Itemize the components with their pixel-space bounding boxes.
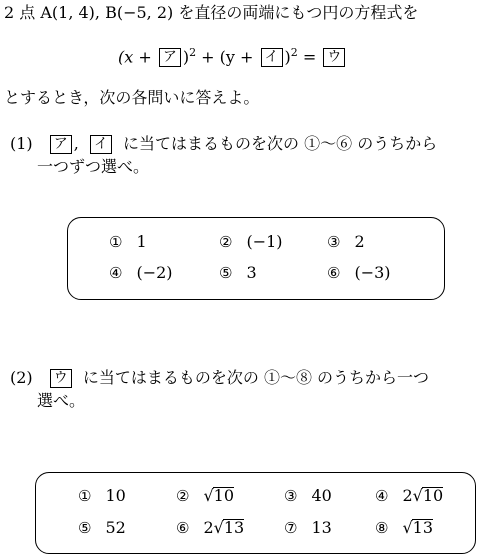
choice-value: 40 [311, 486, 332, 505]
answer-box-u: ウ [50, 369, 72, 388]
eq-part: ) [182, 47, 190, 67]
choice-value: 1 [136, 232, 147, 251]
choices-panel-1 [67, 217, 445, 300]
choice-8 [375, 518, 433, 538]
question-number: (1) [10, 134, 33, 153]
choice-4 [375, 486, 443, 506]
eq-exponent: 2 [189, 46, 197, 59]
choice-2 [219, 232, 283, 252]
radical-sign: √ [412, 486, 423, 505]
answer-box-i: イ [90, 135, 112, 154]
choice-4 [109, 263, 173, 283]
coefficient: 2 [402, 486, 413, 505]
choice-value [402, 518, 433, 537]
choice-mark: ③ [327, 233, 341, 251]
coefficient: 2 [203, 518, 214, 537]
question-text: に当てはまるものを次の ①〜⑧ のうちから一つ [82, 368, 430, 387]
instruction-text: とするとき，次の各問いに答えよ。 [4, 88, 260, 107]
choice-mark: ④ [109, 264, 123, 282]
eq-part: (x + [118, 47, 157, 67]
answer-box-u: ウ [323, 48, 345, 67]
eq-exponent: 2 [290, 46, 298, 59]
question-text-cont: 選べ。 [37, 391, 86, 410]
choice-6 [176, 518, 244, 538]
question-number: (2) [10, 368, 33, 387]
choice-6 [327, 263, 391, 283]
choice-mark: ⑥ [176, 519, 190, 537]
choice-value: 13 [311, 518, 332, 537]
choice-value [402, 486, 443, 505]
eq-part: ) [284, 47, 291, 67]
choice-value: (−3) [354, 263, 391, 282]
radicand: 10 [422, 486, 444, 505]
radicand: 13 [223, 518, 245, 537]
radical-sign: √ [213, 518, 224, 537]
choice-mark: ④ [375, 487, 389, 505]
choice-mark: ① [109, 233, 123, 251]
choice-value [203, 486, 234, 505]
question-text: に当てはまるものを次の ①〜⑥ のうちから [123, 134, 438, 153]
choice-1 [78, 486, 126, 506]
choice-mark: ② [176, 487, 190, 505]
choice-mark: ① [78, 487, 92, 505]
question-2 [10, 368, 429, 388]
choice-mark: ⑤ [78, 519, 92, 537]
radical-sign: √ [203, 486, 214, 505]
choice-mark: ② [219, 233, 233, 251]
choice-value: 2 [354, 232, 365, 251]
question-text-cont: 一つずつ選べ。 [37, 157, 150, 176]
radicand: 10 [213, 486, 235, 505]
choice-2 [176, 486, 234, 506]
choice-5 [78, 518, 126, 538]
question-1 [10, 134, 437, 154]
choice-value: (−1) [246, 232, 283, 251]
choice-value: 52 [105, 518, 126, 537]
choice-1 [109, 232, 147, 252]
choice-value: (−2) [136, 263, 173, 282]
choice-mark: ③ [284, 487, 298, 505]
circle-equation [118, 43, 347, 67]
radicand: 13 [412, 518, 434, 537]
choice-mark: ⑧ [375, 519, 389, 537]
eq-part: + (y + [196, 47, 259, 67]
choice-mark: ⑦ [284, 519, 298, 537]
radical-sign: √ [402, 518, 413, 537]
choice-3 [327, 232, 365, 252]
answer-box-i: イ [261, 48, 283, 67]
separator: , [73, 134, 79, 153]
choice-7 [284, 518, 332, 538]
choice-mark: ⑤ [219, 264, 233, 282]
choice-value: 3 [246, 263, 257, 282]
eq-part: = [297, 47, 322, 67]
choice-5 [219, 263, 257, 283]
answer-box-a: ア [159, 48, 181, 67]
choice-value [203, 518, 244, 537]
problem-statement: 2 点 A(1, 4), B(−5, 2) を直径の両端にもつ円の方程式を [4, 3, 419, 22]
answer-box-a: ア [50, 135, 72, 154]
choices-panel-2 [35, 472, 476, 554]
choice-3 [284, 486, 332, 506]
choice-value: 10 [105, 486, 126, 505]
choice-mark: ⑥ [327, 264, 341, 282]
